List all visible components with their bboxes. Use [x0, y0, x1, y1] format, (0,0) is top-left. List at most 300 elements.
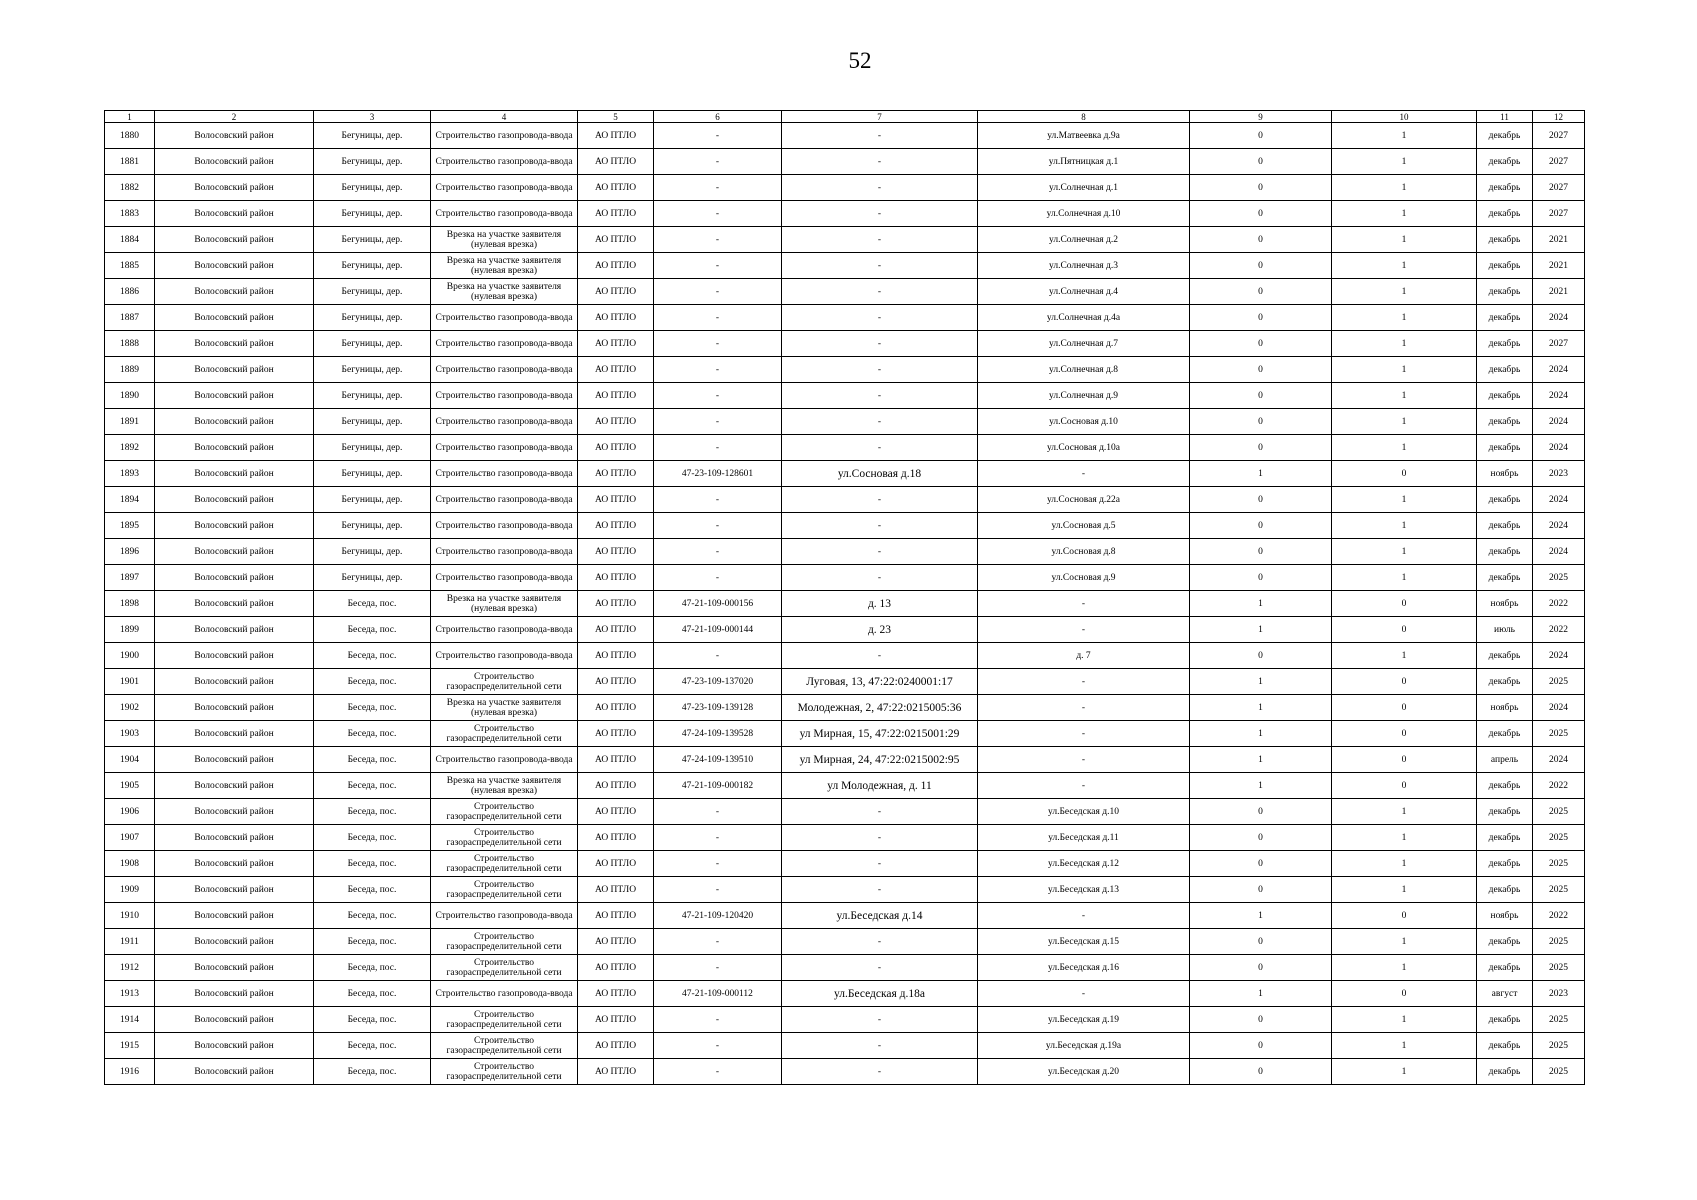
table-row: [105, 565, 1585, 591]
address-cell: Луговая, 13, 47:22:0240001:17: [782, 669, 978, 695]
table-row: [105, 1007, 1585, 1033]
contract-number-cell: -: [654, 929, 782, 955]
settlement-cell: Бегуницы, дер.: [314, 201, 431, 227]
contract-number-cell: -: [654, 851, 782, 877]
row-number-cell: 1890: [105, 383, 155, 409]
col10-value-cell: 1: [1332, 539, 1477, 565]
work-type-cell: Строительство газораспределительной сети: [431, 825, 578, 851]
month-cell: декабрь: [1477, 539, 1533, 565]
table-row: [105, 305, 1585, 331]
col10-value-cell: 1: [1332, 851, 1477, 877]
object-address-cell: ул.Беседская д.16: [978, 955, 1190, 981]
contract-number-cell: 47-21-109-000112: [654, 981, 782, 1007]
table-row: [105, 227, 1585, 253]
year-cell: 2025: [1533, 1007, 1585, 1033]
object-address-cell: ул.Матвеевка д.9а: [978, 123, 1190, 149]
organization-cell: АО ПТЛО: [578, 409, 654, 435]
month-cell: декабрь: [1477, 149, 1533, 175]
settlement-cell: Бегуницы, дер.: [314, 357, 431, 383]
month-cell: декабрь: [1477, 643, 1533, 669]
settlement-cell: Беседа, пос.: [314, 591, 431, 617]
organization-cell: АО ПТЛО: [578, 383, 654, 409]
district-cell: Волосовский район: [155, 695, 314, 721]
settlement-cell: Беседа, пос.: [314, 877, 431, 903]
col10-value-cell: 0: [1332, 747, 1477, 773]
address-cell: -: [782, 851, 978, 877]
work-type-cell: Врезка на участке заявителя (нулевая врезка): [431, 279, 578, 305]
work-type-cell: Строительство газопровода-ввода: [431, 435, 578, 461]
row-number-cell: 1909: [105, 877, 155, 903]
col10-value-cell: 1: [1332, 357, 1477, 383]
col10-value-cell: 1: [1332, 565, 1477, 591]
row-number-cell: 1880: [105, 123, 155, 149]
month-cell: ноябрь: [1477, 903, 1533, 929]
object-address-cell: ул.Сосновая д.10а: [978, 435, 1190, 461]
address-cell: -: [782, 929, 978, 955]
col9-value-cell: 0: [1190, 929, 1332, 955]
address-cell: -: [782, 149, 978, 175]
organization-cell: АО ПТЛО: [578, 643, 654, 669]
month-cell: декабрь: [1477, 227, 1533, 253]
organization-cell: АО ПТЛО: [578, 227, 654, 253]
work-type-cell: Строительство газопровода-ввода: [431, 123, 578, 149]
district-cell: Волосовский район: [155, 331, 314, 357]
table-row: [105, 929, 1585, 955]
object-address-cell: ул.Солнечная д.3: [978, 253, 1190, 279]
col10-value-cell: 1: [1332, 1007, 1477, 1033]
district-cell: Волосовский район: [155, 877, 314, 903]
col9-value-cell: 1: [1190, 695, 1332, 721]
organization-cell: АО ПТЛО: [578, 331, 654, 357]
work-type-cell: Строительство газопровода-ввода: [431, 149, 578, 175]
year-cell: 2025: [1533, 565, 1585, 591]
address-cell: ул Мирная, 15, 47:22:0215001:29: [782, 721, 978, 747]
work-type-cell: Строительство газораспределительной сети: [431, 1007, 578, 1033]
settlement-cell: Беседа, пос.: [314, 955, 431, 981]
settlement-cell: Бегуницы, дер.: [314, 253, 431, 279]
col10-value-cell: 1: [1332, 383, 1477, 409]
col10-value-cell: 1: [1332, 435, 1477, 461]
table-row: [105, 591, 1585, 617]
table-row: [105, 825, 1585, 851]
address-cell: ул Молодежная, д. 11: [782, 773, 978, 799]
address-cell: -: [782, 253, 978, 279]
organization-cell: АО ПТЛО: [578, 149, 654, 175]
contract-number-cell: -: [654, 487, 782, 513]
month-cell: апрель: [1477, 747, 1533, 773]
organization-cell: АО ПТЛО: [578, 695, 654, 721]
year-cell: 2024: [1533, 305, 1585, 331]
work-type-cell: Строительство газопровода-ввода: [431, 357, 578, 383]
month-cell: декабрь: [1477, 357, 1533, 383]
organization-cell: АО ПТЛО: [578, 799, 654, 825]
address-cell: -: [782, 279, 978, 305]
district-cell: Волосовский район: [155, 1007, 314, 1033]
col10-value-cell: 1: [1332, 487, 1477, 513]
district-cell: Волосовский район: [155, 487, 314, 513]
year-cell: 2025: [1533, 851, 1585, 877]
col10-value-cell: 1: [1332, 149, 1477, 175]
object-address-cell: ул.Солнечная д.10: [978, 201, 1190, 227]
column-header: 4: [431, 111, 578, 123]
col9-value-cell: 1: [1190, 617, 1332, 643]
year-cell: 2025: [1533, 1059, 1585, 1085]
work-type-cell: Строительство газораспределительной сети: [431, 955, 578, 981]
contract-number-cell: 47-21-109-000182: [654, 773, 782, 799]
contract-number-cell: 47-23-109-139128: [654, 695, 782, 721]
month-cell: декабрь: [1477, 253, 1533, 279]
object-address-cell: ул.Солнечная д.9: [978, 383, 1190, 409]
settlement-cell: Беседа, пос.: [314, 617, 431, 643]
row-number-cell: 1891: [105, 409, 155, 435]
settlement-cell: Бегуницы, дер.: [314, 123, 431, 149]
table-row: [105, 981, 1585, 1007]
district-cell: Волосовский район: [155, 305, 314, 331]
col10-value-cell: 1: [1332, 955, 1477, 981]
address-cell: -: [782, 1007, 978, 1033]
row-number-cell: 1884: [105, 227, 155, 253]
address-cell: -: [782, 643, 978, 669]
month-cell: декабрь: [1477, 721, 1533, 747]
month-cell: декабрь: [1477, 383, 1533, 409]
row-number-cell: 1882: [105, 175, 155, 201]
address-cell: Молодежная, 2, 47:22:0215005:36: [782, 695, 978, 721]
row-number-cell: 1907: [105, 825, 155, 851]
month-cell: декабрь: [1477, 175, 1533, 201]
work-type-cell: Строительство газопровода-ввода: [431, 383, 578, 409]
address-cell: -: [782, 799, 978, 825]
organization-cell: АО ПТЛО: [578, 1033, 654, 1059]
organization-cell: АО ПТЛО: [578, 565, 654, 591]
object-address-cell: ул.Солнечная д.4а: [978, 305, 1190, 331]
col9-value-cell: 0: [1190, 253, 1332, 279]
work-type-cell: Строительство газораспределительной сети: [431, 851, 578, 877]
object-address-cell: ул.Солнечная д.4: [978, 279, 1190, 305]
year-cell: 2025: [1533, 929, 1585, 955]
month-cell: ноябрь: [1477, 591, 1533, 617]
table-row: [105, 461, 1585, 487]
row-number-cell: 1908: [105, 851, 155, 877]
row-number-cell: 1883: [105, 201, 155, 227]
work-type-cell: Строительство газораспределительной сети: [431, 929, 578, 955]
work-type-cell: Строительство газораспределительной сети: [431, 1033, 578, 1059]
organization-cell: АО ПТЛО: [578, 669, 654, 695]
object-address-cell: д. 7: [978, 643, 1190, 669]
district-cell: Волосовский район: [155, 669, 314, 695]
row-number-cell: 1911: [105, 929, 155, 955]
object-address-cell: ул.Солнечная д.7: [978, 331, 1190, 357]
row-number-cell: 1894: [105, 487, 155, 513]
col9-value-cell: 0: [1190, 435, 1332, 461]
col10-value-cell: 1: [1332, 331, 1477, 357]
table-row: [105, 487, 1585, 513]
contract-number-cell: -: [654, 643, 782, 669]
row-number-cell: 1913: [105, 981, 155, 1007]
col9-value-cell: 1: [1190, 773, 1332, 799]
contract-number-cell: 47-21-109-000156: [654, 591, 782, 617]
settlement-cell: Беседа, пос.: [314, 721, 431, 747]
col10-value-cell: 0: [1332, 695, 1477, 721]
col9-value-cell: 1: [1190, 981, 1332, 1007]
col9-value-cell: 1: [1190, 461, 1332, 487]
district-cell: Волосовский район: [155, 565, 314, 591]
row-number-cell: 1885: [105, 253, 155, 279]
col9-value-cell: 1: [1190, 747, 1332, 773]
table-row: [105, 1033, 1585, 1059]
work-type-cell: Строительство газопровода-ввода: [431, 617, 578, 643]
row-number-cell: 1889: [105, 357, 155, 383]
month-cell: декабрь: [1477, 565, 1533, 591]
col9-value-cell: 0: [1190, 409, 1332, 435]
table-row: [105, 253, 1585, 279]
settlement-cell: Беседа, пос.: [314, 929, 431, 955]
column-header: 9: [1190, 111, 1332, 123]
district-cell: Волосовский район: [155, 955, 314, 981]
organization-cell: АО ПТЛО: [578, 721, 654, 747]
row-number-cell: 1912: [105, 955, 155, 981]
object-address-cell: ул.Сосновая д.22а: [978, 487, 1190, 513]
object-address-cell: -: [978, 669, 1190, 695]
contract-number-cell: -: [654, 409, 782, 435]
district-cell: Волосовский район: [155, 227, 314, 253]
object-address-cell: ул.Солнечная д.2: [978, 227, 1190, 253]
row-number-cell: 1898: [105, 591, 155, 617]
table-row: [105, 539, 1585, 565]
col9-value-cell: 1: [1190, 721, 1332, 747]
district-cell: Волосовский район: [155, 409, 314, 435]
row-number-cell: 1914: [105, 1007, 155, 1033]
address-cell: -: [782, 513, 978, 539]
row-number-cell: 1893: [105, 461, 155, 487]
object-address-cell: ул.Беседская д.10: [978, 799, 1190, 825]
column-header: 6: [654, 111, 782, 123]
settlement-cell: Беседа, пос.: [314, 695, 431, 721]
row-number-cell: 1899: [105, 617, 155, 643]
table-row: [105, 721, 1585, 747]
contract-number-cell: -: [654, 825, 782, 851]
address-cell: -: [782, 175, 978, 201]
settlement-cell: Бегуницы, дер.: [314, 513, 431, 539]
table-row: [105, 383, 1585, 409]
district-cell: Волосовский район: [155, 201, 314, 227]
table-row: [105, 435, 1585, 461]
month-cell: август: [1477, 981, 1533, 1007]
contract-number-cell: -: [654, 1059, 782, 1085]
col9-value-cell: 1: [1190, 669, 1332, 695]
work-type-cell: Строительство газопровода-ввода: [431, 331, 578, 357]
col9-value-cell: 0: [1190, 1007, 1332, 1033]
month-cell: декабрь: [1477, 877, 1533, 903]
col10-value-cell: 1: [1332, 253, 1477, 279]
col10-value-cell: 0: [1332, 591, 1477, 617]
district-cell: Волосовский район: [155, 253, 314, 279]
contract-number-cell: -: [654, 955, 782, 981]
settlement-cell: Беседа, пос.: [314, 747, 431, 773]
address-cell: -: [782, 383, 978, 409]
settlement-cell: Бегуницы, дер.: [314, 279, 431, 305]
object-address-cell: ул.Сосновая д.5: [978, 513, 1190, 539]
settlement-cell: Бегуницы, дер.: [314, 565, 431, 591]
table-body: [105, 123, 1585, 1085]
row-number-cell: 1910: [105, 903, 155, 929]
month-cell: декабрь: [1477, 955, 1533, 981]
district-cell: Волосовский район: [155, 1033, 314, 1059]
work-type-cell: Строительство газопровода-ввода: [431, 487, 578, 513]
organization-cell: АО ПТЛО: [578, 825, 654, 851]
settlement-cell: Бегуницы, дер.: [314, 539, 431, 565]
row-number-cell: 1881: [105, 149, 155, 175]
contract-number-cell: -: [654, 1007, 782, 1033]
table-row: [105, 695, 1585, 721]
month-cell: декабрь: [1477, 513, 1533, 539]
col9-value-cell: 0: [1190, 825, 1332, 851]
year-cell: 2021: [1533, 279, 1585, 305]
col10-value-cell: 1: [1332, 175, 1477, 201]
district-cell: Волосовский район: [155, 825, 314, 851]
month-cell: декабрь: [1477, 669, 1533, 695]
month-cell: декабрь: [1477, 435, 1533, 461]
address-cell: -: [782, 565, 978, 591]
column-header: 2: [155, 111, 314, 123]
contract-number-cell: -: [654, 331, 782, 357]
col10-value-cell: 1: [1332, 409, 1477, 435]
col10-value-cell: 1: [1332, 227, 1477, 253]
row-number-cell: 1915: [105, 1033, 155, 1059]
work-type-cell: Строительство газопровода-ввода: [431, 513, 578, 539]
object-address-cell: ул.Солнечная д.8: [978, 357, 1190, 383]
work-type-cell: Строительство газопровода-ввода: [431, 747, 578, 773]
organization-cell: АО ПТЛО: [578, 903, 654, 929]
work-type-cell: Строительство газораспределительной сети: [431, 669, 578, 695]
year-cell: 2027: [1533, 175, 1585, 201]
col10-value-cell: 0: [1332, 981, 1477, 1007]
year-cell: 2025: [1533, 669, 1585, 695]
year-cell: 2025: [1533, 955, 1585, 981]
contract-number-cell: -: [654, 799, 782, 825]
contract-number-cell: -: [654, 539, 782, 565]
column-header: 12: [1533, 111, 1585, 123]
object-address-cell: -: [978, 981, 1190, 1007]
settlement-cell: Беседа, пос.: [314, 1007, 431, 1033]
work-type-cell: Строительство газопровода-ввода: [431, 201, 578, 227]
address-cell: ул.Беседская д.14: [782, 903, 978, 929]
work-type-cell: Строительство газопровода-ввода: [431, 461, 578, 487]
column-header: 10: [1332, 111, 1477, 123]
year-cell: 2024: [1533, 383, 1585, 409]
organization-cell: АО ПТЛО: [578, 253, 654, 279]
row-number-cell: 1916: [105, 1059, 155, 1085]
district-cell: Волосовский район: [155, 357, 314, 383]
col10-value-cell: 1: [1332, 305, 1477, 331]
object-address-cell: ул.Пятницкая д.1: [978, 149, 1190, 175]
table-row: [105, 331, 1585, 357]
district-cell: Волосовский район: [155, 435, 314, 461]
contract-number-cell: -: [654, 513, 782, 539]
month-cell: ноябрь: [1477, 695, 1533, 721]
district-cell: Волосовский район: [155, 149, 314, 175]
month-cell: декабрь: [1477, 1007, 1533, 1033]
year-cell: 2027: [1533, 149, 1585, 175]
work-type-cell: Строительство газопровода-ввода: [431, 539, 578, 565]
organization-cell: АО ПТЛО: [578, 461, 654, 487]
table-row: [105, 409, 1585, 435]
contract-number-cell: -: [654, 305, 782, 331]
row-number-cell: 1888: [105, 331, 155, 357]
year-cell: 2027: [1533, 201, 1585, 227]
district-cell: Волосовский район: [155, 123, 314, 149]
address-cell: -: [782, 487, 978, 513]
col9-value-cell: 1: [1190, 903, 1332, 929]
object-address-cell: -: [978, 747, 1190, 773]
settlement-cell: Беседа, пос.: [314, 981, 431, 1007]
col10-value-cell: 0: [1332, 669, 1477, 695]
work-type-cell: Строительство газопровода-ввода: [431, 643, 578, 669]
table-row: [105, 773, 1585, 799]
col9-value-cell: 0: [1190, 305, 1332, 331]
address-cell: -: [782, 409, 978, 435]
object-address-cell: ул.Беседская д.19а: [978, 1033, 1190, 1059]
col9-value-cell: 0: [1190, 175, 1332, 201]
col10-value-cell: 1: [1332, 799, 1477, 825]
settlement-cell: Бегуницы, дер.: [314, 305, 431, 331]
organization-cell: АО ПТЛО: [578, 539, 654, 565]
work-type-cell: Строительство газораспределительной сети: [431, 721, 578, 747]
year-cell: 2025: [1533, 877, 1585, 903]
district-cell: Волосовский район: [155, 799, 314, 825]
col10-value-cell: 1: [1332, 201, 1477, 227]
district-cell: Волосовский район: [155, 929, 314, 955]
object-address-cell: ул.Беседская д.11: [978, 825, 1190, 851]
row-number-cell: 1903: [105, 721, 155, 747]
col10-value-cell: 0: [1332, 461, 1477, 487]
work-type-cell: Врезка на участке заявителя (нулевая врезка): [431, 253, 578, 279]
organization-cell: АО ПТЛО: [578, 279, 654, 305]
year-cell: 2023: [1533, 461, 1585, 487]
settlement-cell: Бегуницы, дер.: [314, 435, 431, 461]
row-number-cell: 1905: [105, 773, 155, 799]
column-header: 8: [978, 111, 1190, 123]
work-type-cell: Строительство газораспределительной сети: [431, 1059, 578, 1085]
address-cell: -: [782, 201, 978, 227]
organization-cell: АО ПТЛО: [578, 305, 654, 331]
work-type-cell: Врезка на участке заявителя (нулевая врезка): [431, 773, 578, 799]
column-header: 11: [1477, 111, 1533, 123]
contract-number-cell: 47-21-109-120420: [654, 903, 782, 929]
col10-value-cell: 1: [1332, 643, 1477, 669]
work-type-cell: Строительство газопровода-ввода: [431, 305, 578, 331]
col9-value-cell: 1: [1190, 591, 1332, 617]
table-row: [105, 279, 1585, 305]
settlement-cell: Беседа, пос.: [314, 903, 431, 929]
work-type-cell: Строительство газораспределительной сети: [431, 877, 578, 903]
district-cell: Волосовский район: [155, 383, 314, 409]
address-cell: -: [782, 955, 978, 981]
col10-value-cell: 1: [1332, 1033, 1477, 1059]
year-cell: 2024: [1533, 357, 1585, 383]
district-cell: Волосовский район: [155, 903, 314, 929]
col9-value-cell: 0: [1190, 851, 1332, 877]
settlement-cell: Беседа, пос.: [314, 773, 431, 799]
col9-value-cell: 0: [1190, 279, 1332, 305]
table-row: [105, 357, 1585, 383]
contract-number-cell: -: [654, 123, 782, 149]
organization-cell: АО ПТЛО: [578, 773, 654, 799]
organization-cell: АО ПТЛО: [578, 435, 654, 461]
row-number-cell: 1887: [105, 305, 155, 331]
month-cell: декабрь: [1477, 773, 1533, 799]
row-number-cell: 1904: [105, 747, 155, 773]
month-cell: ноябрь: [1477, 461, 1533, 487]
